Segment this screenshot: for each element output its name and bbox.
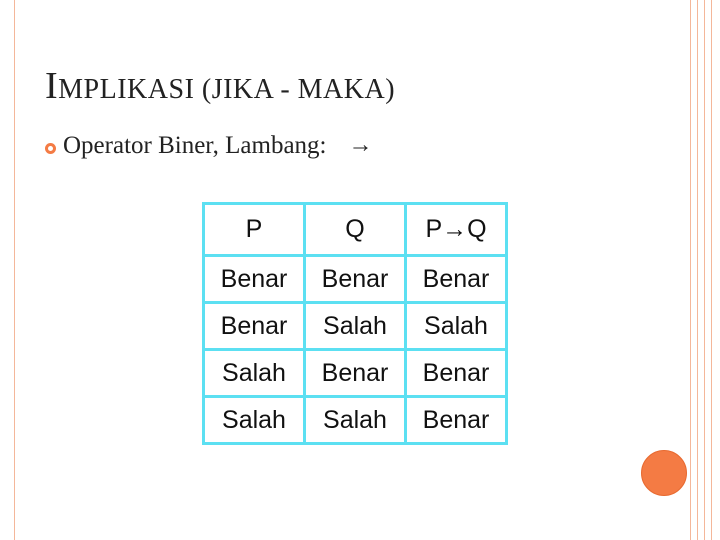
slide-title bbox=[45, 64, 395, 112]
right-border-line bbox=[690, 0, 691, 540]
arrow-symbol: → bbox=[348, 131, 373, 158]
right-border-line bbox=[711, 0, 712, 540]
table-header-row bbox=[204, 204, 507, 256]
table-row bbox=[204, 256, 507, 303]
table-cell: Salah bbox=[204, 397, 305, 444]
table-cell: Salah bbox=[406, 303, 507, 350]
bullet-item bbox=[45, 132, 373, 160]
title-rest: MPLIKASI (JIKA - MAKA) bbox=[58, 74, 396, 105]
header-cell-q: Q bbox=[305, 204, 406, 256]
table-row bbox=[204, 350, 507, 397]
table-cell: Benar bbox=[406, 397, 507, 444]
table-cell: Benar bbox=[305, 256, 406, 303]
table-cell: Benar bbox=[406, 350, 507, 397]
table-cell: Salah bbox=[305, 303, 406, 350]
bullet-text: Operator Biner, Lambang: bbox=[63, 132, 327, 159]
table-cell: Benar bbox=[305, 350, 406, 397]
header-cell-p-implies-q: P→Q bbox=[406, 204, 507, 256]
decorative-circle bbox=[641, 450, 687, 496]
table-cell: Benar bbox=[204, 256, 305, 303]
table-row bbox=[204, 303, 507, 350]
table-cell: Salah bbox=[305, 397, 406, 444]
right-border-line bbox=[704, 0, 705, 540]
table-cell: Salah bbox=[204, 350, 305, 397]
table-cell: Benar bbox=[204, 303, 305, 350]
table-cell: Benar bbox=[406, 256, 507, 303]
ring-bullet-icon bbox=[45, 143, 56, 154]
left-border-line bbox=[14, 0, 15, 540]
truth-table bbox=[202, 202, 508, 445]
header-cell-p: P bbox=[204, 204, 305, 256]
title-initial: I bbox=[45, 65, 59, 107]
right-border-line bbox=[697, 0, 698, 540]
table-row bbox=[204, 397, 507, 444]
